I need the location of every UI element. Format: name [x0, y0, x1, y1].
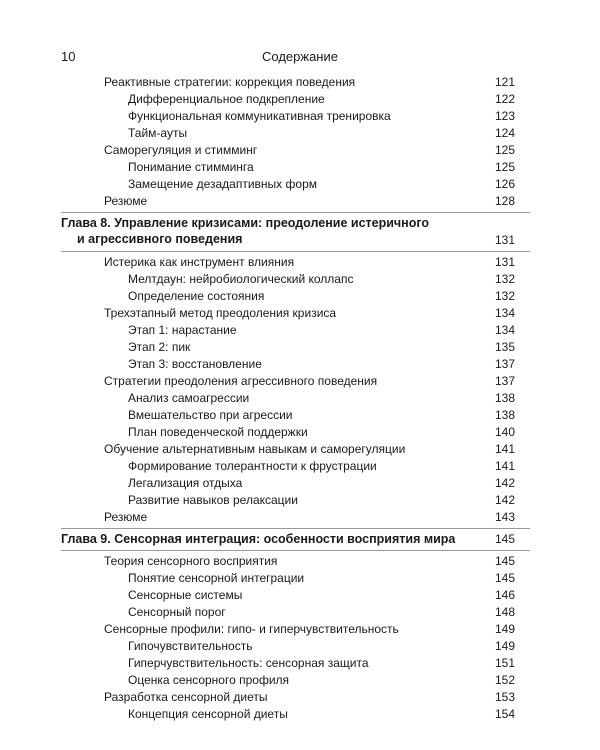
- toc-chapter-entry: [0, 215, 600, 249]
- entry-page-number: 123: [494, 109, 515, 123]
- entry-page-number: 146: [494, 588, 515, 602]
- toc-entry: [0, 638, 600, 655]
- entry-title: [104, 553, 277, 570]
- entry-page-number: 125: [494, 160, 515, 174]
- entry-title-text: Обучение альтернативным навыкам и саморегуляции: [104, 442, 406, 456]
- toc-entry: [0, 553, 600, 570]
- entry-title-text: Понимание стимминга: [128, 160, 254, 174]
- entry-page-number: 128: [494, 194, 515, 208]
- toc-entry: [0, 288, 600, 305]
- toc-entry: [0, 390, 600, 407]
- entry-title-text: Концепция сенсорной диеты: [128, 707, 288, 721]
- entry-title: [128, 91, 325, 108]
- entry-page-number: 154: [494, 707, 515, 721]
- entry-page-number: 125: [494, 143, 515, 157]
- chapter-title-line2: и агрессивного поведения: [77, 232, 243, 246]
- entry-title: [128, 407, 292, 424]
- toc-entry: [0, 159, 600, 176]
- entry-title-text: Понятие сенсорной интеграции: [128, 571, 305, 585]
- entry-page-number: 148: [494, 605, 515, 619]
- page-number: 10: [61, 49, 76, 64]
- entry-page-number: 131: [494, 255, 515, 269]
- toc-entry: [0, 621, 600, 638]
- entry-title-text: Сенсорный порог: [128, 605, 226, 619]
- entry-page-number: 145: [494, 532, 515, 546]
- toc-entry: [0, 193, 600, 210]
- entry-title: [104, 305, 336, 322]
- entry-page-number: 141: [494, 442, 515, 456]
- entry-title: [104, 254, 294, 271]
- chapter-title: [61, 531, 461, 547]
- toc-entry: [0, 509, 600, 526]
- entry-page-number: 153: [494, 690, 515, 704]
- entry-title: [128, 604, 226, 621]
- entry-page-number: 135: [494, 340, 515, 354]
- entry-title-text: Формирование толерантности к фрустрации: [128, 459, 377, 473]
- entry-title-text: Трехэтапный метод преодоления кризиса: [104, 306, 337, 320]
- entry-title: [104, 142, 257, 159]
- entry-page-number: 149: [494, 639, 515, 653]
- toc-entry: [0, 176, 600, 193]
- entry-title-text: Теория сенсорного восприятия: [104, 554, 278, 568]
- entry-title-text: Мелтдаун: нейробиологический коллапс: [128, 272, 354, 286]
- chapter-divider: [61, 550, 530, 551]
- entry-title-text: Этап 2: пик: [128, 340, 191, 354]
- entry-title: [128, 672, 289, 689]
- toc-entry: [0, 322, 600, 339]
- entry-title: [128, 570, 304, 587]
- entry-page-number: 137: [494, 374, 515, 388]
- toc-entry: [0, 305, 600, 322]
- entry-page-number: 122: [494, 92, 515, 106]
- entry-title: [128, 339, 190, 356]
- toc-entry: [0, 142, 600, 159]
- entry-title-text: Развитие навыков релаксации: [128, 493, 298, 507]
- entry-page-number: 126: [494, 177, 515, 191]
- entry-page-number: 149: [494, 622, 515, 636]
- toc-entry: [0, 587, 600, 604]
- entry-title-text: Истерика как инструмент влияния: [104, 255, 295, 269]
- entry-title-text: Глава 8. Управление кризисами: преодоление истеричного: [61, 216, 430, 230]
- entry-title-text: Легализация отдыха: [128, 476, 243, 490]
- toc-entry: [0, 373, 600, 390]
- entry-title-text: Сенсорные системы: [128, 588, 243, 602]
- toc-entry: [0, 570, 600, 587]
- entry-title: [128, 271, 353, 288]
- entry-title-text: Резюме: [104, 194, 148, 208]
- entry-title-text: Саморегуляция и стимминг: [104, 143, 258, 157]
- entry-title: [128, 288, 264, 305]
- entry-title: [128, 159, 254, 176]
- toc-entry: [0, 356, 600, 373]
- entry-page-number: 137: [494, 357, 515, 371]
- entry-title-text: Вмешательство при агрессии: [128, 408, 293, 422]
- entry-title: [128, 424, 308, 441]
- toc-entry: [0, 475, 600, 492]
- entry-title-text: Гипочувствительность: [128, 639, 253, 653]
- toc-entry: [0, 339, 600, 356]
- entry-title-text: Реактивные стратегии: коррекция поведения: [104, 75, 356, 89]
- entry-title: [128, 706, 288, 723]
- entry-title: [128, 390, 249, 407]
- table-of-contents: [0, 74, 600, 723]
- entry-page-number: 124: [494, 126, 515, 140]
- entry-page-number: 151: [494, 656, 515, 670]
- entry-title-text: Сенсорные профили: гипо- и гиперчувствительность: [104, 622, 399, 636]
- chapter-divider: [61, 251, 530, 252]
- chapter-title: [61, 215, 461, 247]
- toc-entry: [0, 424, 600, 441]
- toc-entry: [0, 441, 600, 458]
- entry-title-text: Этап 1: нарастание: [128, 323, 237, 337]
- toc-entry: [0, 492, 600, 509]
- entry-page-number: 132: [494, 272, 515, 286]
- entry-title-text: Замещение дезадаптивных форм: [128, 177, 317, 191]
- entry-title-text: Дифференциальное подкрепление: [128, 92, 325, 106]
- entry-title: [128, 125, 187, 142]
- toc-entry: [0, 407, 600, 424]
- entry-title: [128, 458, 377, 475]
- toc-chapter-entry: [0, 531, 600, 548]
- entry-title-text: Анализ самоагрессии: [128, 391, 250, 405]
- entry-title: [104, 621, 399, 638]
- entry-title-text: Гиперчувствительность: сенсорная защита: [128, 656, 369, 670]
- entry-title: [128, 356, 262, 373]
- entry-page-number: 141: [494, 459, 515, 473]
- entry-title: [104, 74, 355, 91]
- entry-page-number: 145: [494, 554, 515, 568]
- entry-title-text: Разработка сенсорной диеты: [104, 690, 268, 704]
- entry-title-text: Стратегии преодоления агрессивного поведения: [104, 374, 378, 388]
- entry-title-text: Функциональная коммуникативная тренировка: [128, 109, 391, 123]
- entry-title-text: Тайм-ауты: [128, 126, 188, 140]
- entry-title: [104, 441, 405, 458]
- entry-page-number: 134: [494, 323, 515, 337]
- entry-page-number: 142: [494, 493, 515, 507]
- chapter-divider: [61, 528, 530, 529]
- entry-title: [128, 492, 298, 509]
- toc-entry: [0, 706, 600, 723]
- entry-page-number: 138: [494, 408, 515, 422]
- entry-title: [104, 373, 377, 390]
- entry-title-text: Этап 3: восстановление: [128, 357, 262, 371]
- toc-entry: [0, 91, 600, 108]
- entry-title: [128, 475, 242, 492]
- entry-title-text: Глава 9. Сенсорная интеграция: особенности восприятия мира: [61, 532, 456, 546]
- entry-page-number: 121: [494, 75, 515, 89]
- entry-title: [104, 193, 147, 210]
- toc-entry: [0, 655, 600, 672]
- entry-title-text: Резюме: [104, 510, 148, 524]
- entry-page-number: 131: [494, 233, 515, 247]
- entry-page-number: 138: [494, 391, 515, 405]
- toc-entry: [0, 108, 600, 125]
- entry-page-number: 143: [494, 510, 515, 524]
- entry-title: [128, 655, 369, 672]
- entry-title: [104, 689, 268, 706]
- entry-page-number: 132: [494, 289, 515, 303]
- entry-title: [128, 587, 242, 604]
- toc-entry: [0, 74, 600, 91]
- toc-entry: [0, 254, 600, 271]
- entry-title: [128, 176, 317, 193]
- toc-entry: [0, 689, 600, 706]
- toc-entry: [0, 271, 600, 288]
- toc-entry: [0, 125, 600, 142]
- chapter-divider: [61, 212, 530, 213]
- running-head: Содержание: [262, 49, 338, 64]
- entry-page-number: 134: [494, 306, 515, 320]
- entry-page-number: 142: [494, 476, 515, 490]
- entry-page-number: 152: [494, 673, 515, 687]
- entry-title: [128, 322, 237, 339]
- entry-title-text: План поведенческой поддержки: [128, 425, 308, 439]
- toc-entry: [0, 458, 600, 475]
- entry-title: [128, 108, 391, 125]
- entry-page-number: 145: [494, 571, 515, 585]
- toc-entry: [0, 672, 600, 689]
- entry-title-text: Определение состояния: [128, 289, 265, 303]
- toc-entry: [0, 604, 600, 621]
- entry-title: [128, 638, 252, 655]
- entry-title: [104, 509, 147, 526]
- entry-title-text: Оценка сенсорного профиля: [128, 673, 290, 687]
- entry-page-number: 140: [494, 425, 515, 439]
